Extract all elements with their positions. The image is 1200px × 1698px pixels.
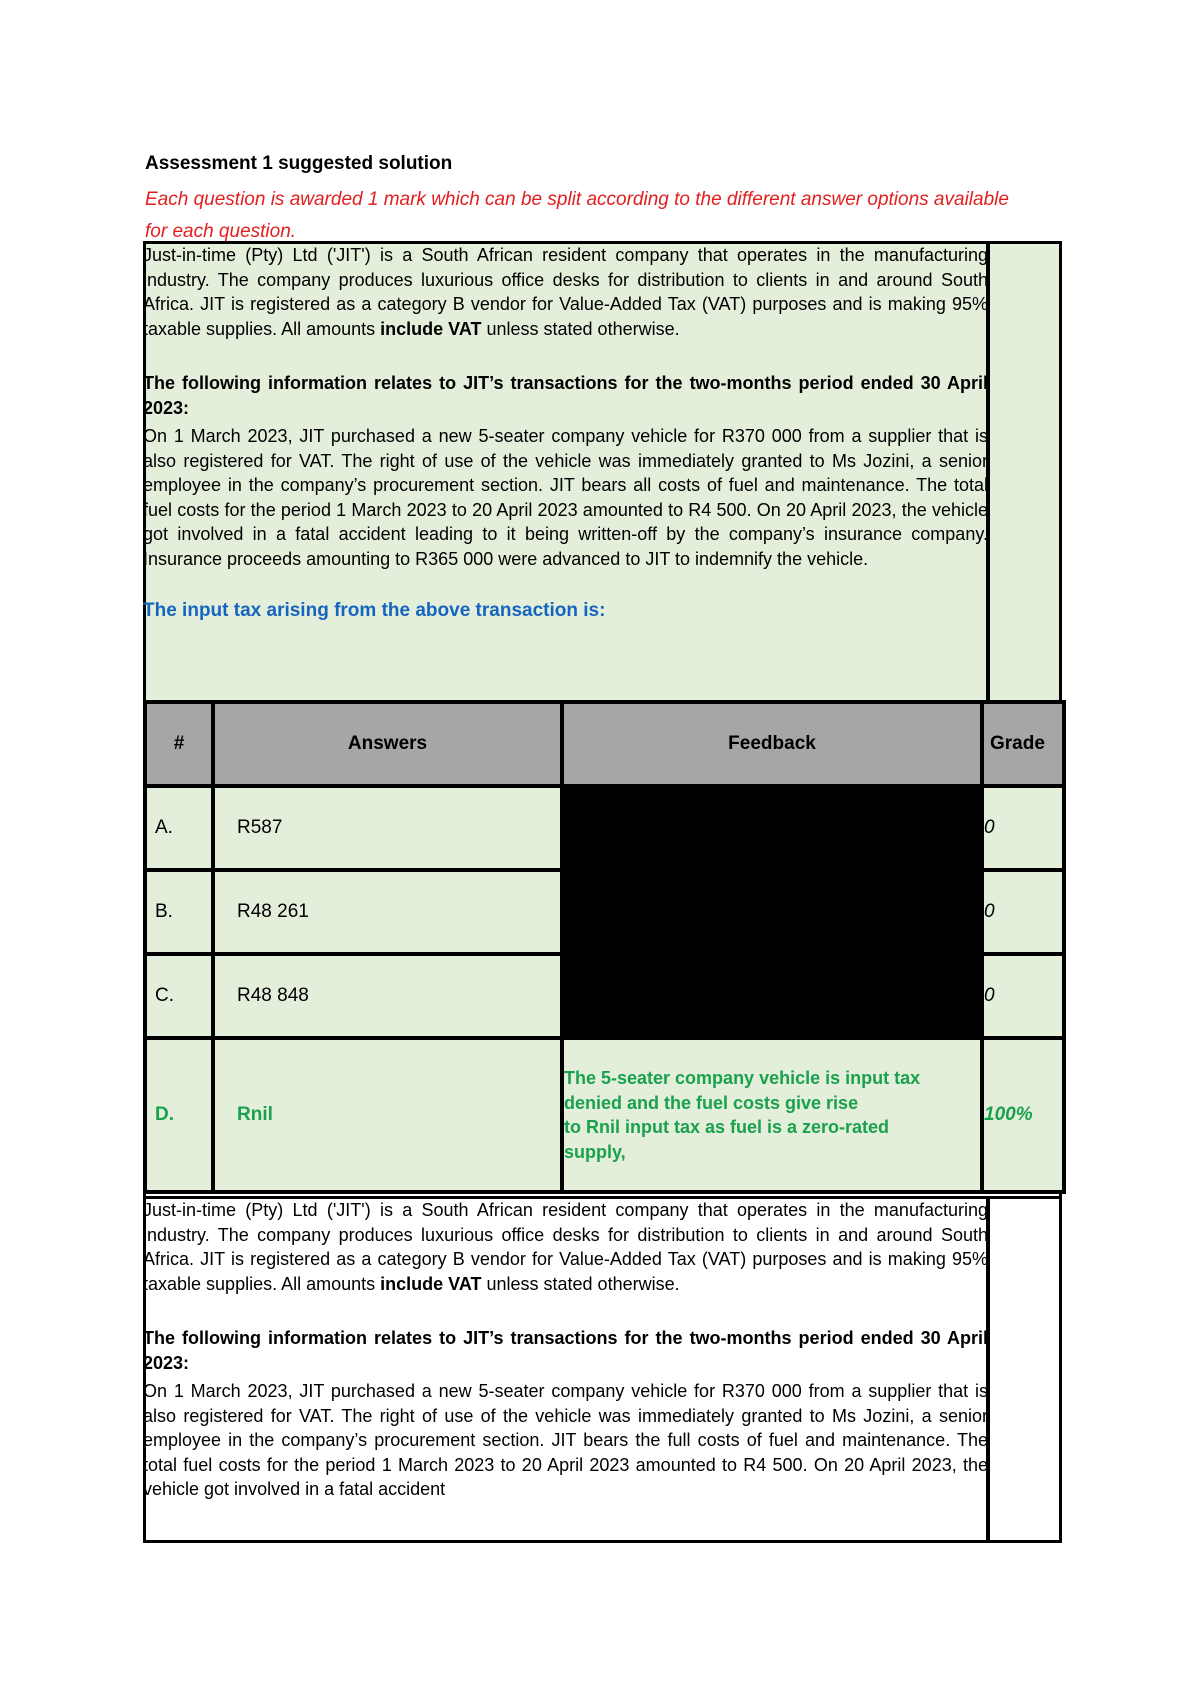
page-bottom-margin bbox=[0, 1543, 1200, 1698]
header-feedback: Feedback bbox=[562, 702, 982, 786]
header-answers: Answers bbox=[213, 702, 562, 786]
option-label: B. bbox=[145, 870, 213, 954]
question2-intro: Just-in-time (Pty) Ltd ('JIT') is a South African resident company that operates in the manufacturing industry. The company produces luxurious office desks for distribution to clients in and around South Africa. JIT is registered as a category B vendor for Value-Added Tax (VAT) purposes and is making 95% taxable supplies. All amounts include VAT unless stated otherwise. bbox=[143, 1200, 988, 1294]
redacted-feedback bbox=[562, 786, 982, 1038]
answers-table bbox=[143, 700, 1066, 1194]
option-grade: 0 bbox=[982, 786, 1064, 870]
question1-intro: Just-in-time (Pty) Ltd ('JIT') is a South African resident company that operates in the manufacturing industry. The company produces luxurious office desks for distribution to clients in and around South Africa. JIT is registered as a category B vendor for Value-Added Tax (VAT) purposes and is making 95% taxable supplies. All amounts include VAT unless stated otherwise. bbox=[143, 245, 988, 339]
option-answer: R587 bbox=[213, 786, 562, 870]
option-answer: R48 848 bbox=[213, 954, 562, 1038]
question2-scenario: On 1 March 2023, JIT purchased a new 5-seater company vehicle for R370 000 from a supplier that is also registered for VAT. The right of use of the vehicle was immediately granted to Ms Jozini, a senior employee in the company’s procurement section. JIT bears the full costs of fuel and maintenance. The total fuel costs for the period 1 March 2023 to 20 April 2023 amounted to R4 500. On 20 April 2023, the vehicle got involved in a fatal accident bbox=[143, 1381, 988, 1499]
table-row bbox=[145, 786, 1064, 870]
table-row-correct bbox=[145, 1038, 1064, 1192]
question1-info-heading: The following information relates to JIT’s transactions for the two-months period ended 30 April 2023: bbox=[143, 373, 988, 418]
option-grade: 100% bbox=[982, 1038, 1064, 1192]
question2-text bbox=[143, 1198, 988, 1502]
header-number: # bbox=[145, 702, 213, 786]
question1-text bbox=[143, 243, 988, 624]
option-grade: 0 bbox=[982, 870, 1064, 954]
marking-note: Each question is awarded 1 mark which can be split according to the different answer options available for each question. bbox=[145, 189, 1009, 242]
option-answer: Rnil bbox=[213, 1038, 562, 1192]
table-header-row bbox=[145, 702, 1064, 786]
correct-feedback: The 5-seater company vehicle is input tax denied and the fuel costs give rise to Rnil input tax as fuel is a zero-rated supply, bbox=[562, 1038, 982, 1192]
question1-prompt: The input tax arising from the above transaction is: bbox=[143, 600, 606, 621]
question2-info-heading: The following information relates to JIT’s transactions for the two-months period ended 30 April 2023: bbox=[143, 1328, 988, 1373]
option-label: A. bbox=[145, 786, 213, 870]
header-grade: Grade bbox=[982, 702, 1064, 786]
page-title: Assessment 1 suggested solution bbox=[145, 153, 453, 174]
option-label: C. bbox=[145, 954, 213, 1038]
option-answer: R48 261 bbox=[213, 870, 562, 954]
question1-scenario: On 1 March 2023, JIT purchased a new 5-seater company vehicle for R370 000 from a supplier that is also registered for VAT. The right of use of the vehicle was immediately granted to Ms Jozini, a senior employee in the company’s procurement section. JIT bears all costs of fuel and maintenance. The total fuel costs for the period 1 March 2023 to 20 April 2023 amounted to R4 500. On 20 April 2023, the vehicle got involved in a fatal accident leading to it being written-off by the company’s insurance company. Insurance proceeds amounting to R365 000 were advanced to JIT to indemnify the vehicle. bbox=[143, 426, 988, 569]
option-grade: 0 bbox=[982, 954, 1064, 1038]
option-label: D. bbox=[145, 1038, 213, 1192]
